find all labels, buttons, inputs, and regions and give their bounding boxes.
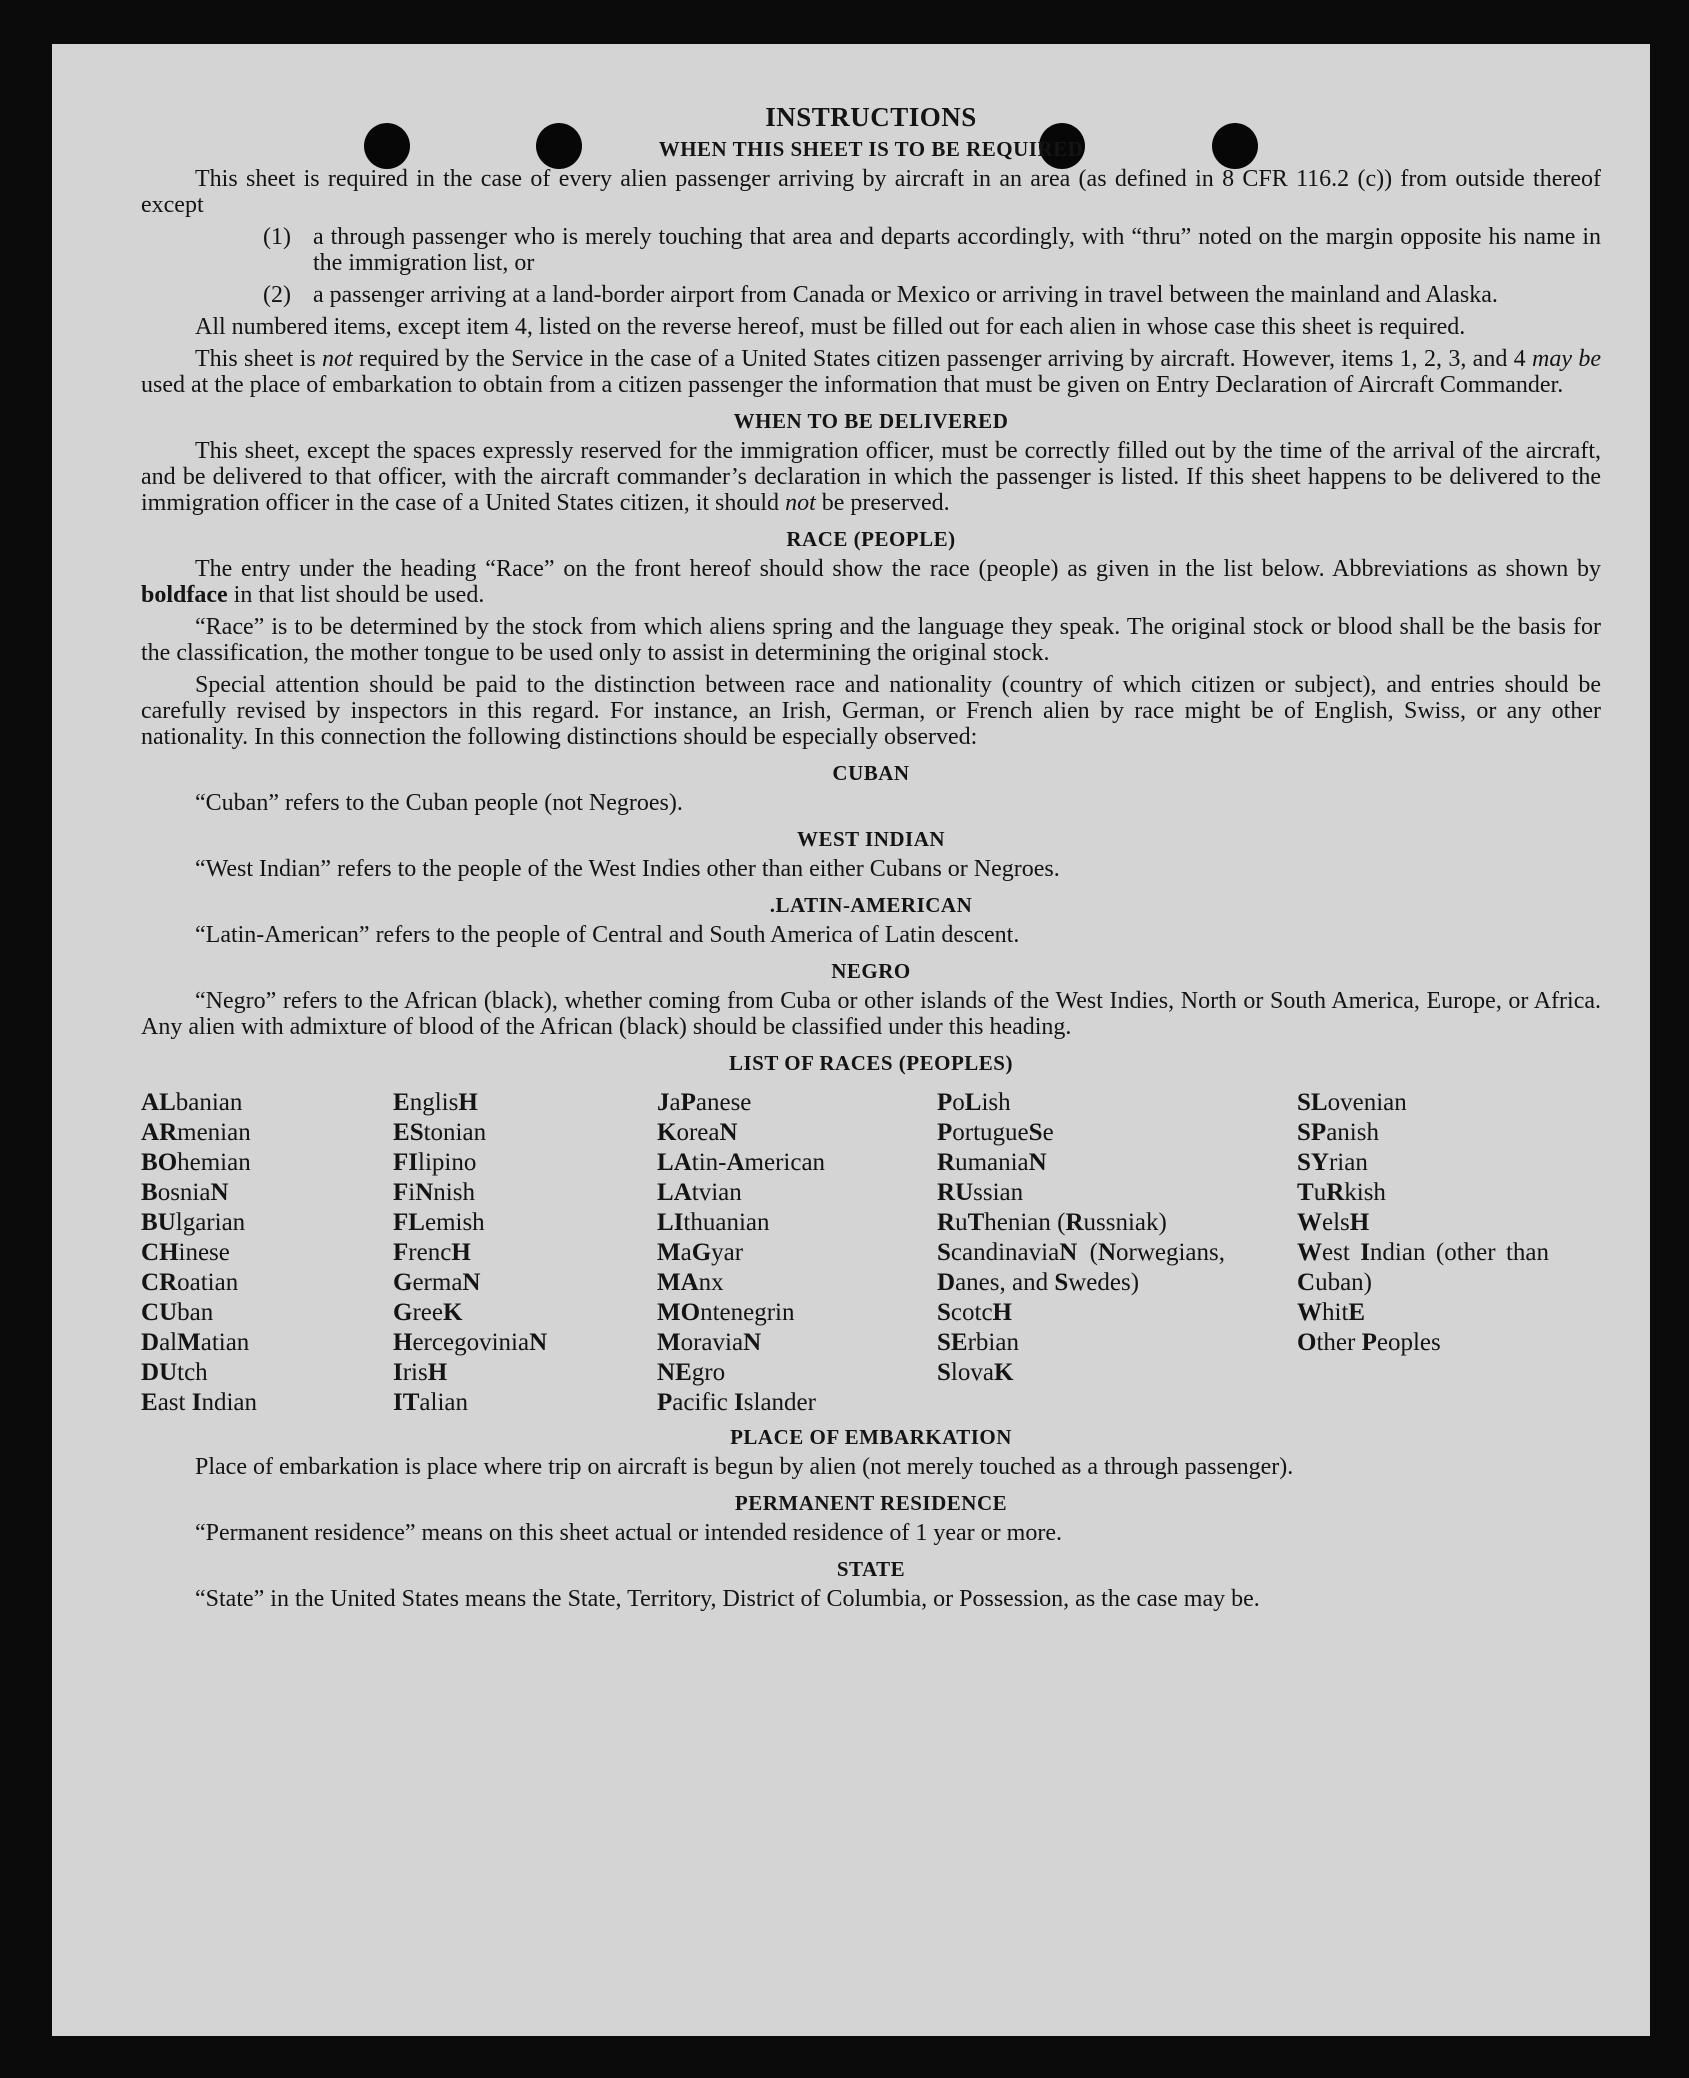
section-heading: CUBAN bbox=[832, 761, 910, 785]
exception-item bbox=[141, 282, 1601, 308]
race-item: SYrian bbox=[1297, 1149, 1368, 1176]
race-item: MAnx bbox=[657, 1269, 724, 1296]
race-item: JaPanese bbox=[657, 1089, 752, 1116]
race-item: RumaniaN bbox=[937, 1149, 1047, 1176]
race-item: CHinese bbox=[141, 1239, 230, 1266]
paragraph: “West Indian” refers to the people of the West Indies other than either Cubans or Negroes. bbox=[195, 856, 1060, 882]
race-item: NEgro bbox=[657, 1359, 726, 1386]
race-item: SlovaK bbox=[937, 1359, 1014, 1386]
race-item: CRoatian bbox=[141, 1269, 239, 1296]
section-heading: PERMANENT RESIDENCE bbox=[734, 1491, 1008, 1515]
race-item: MoraviaN bbox=[657, 1329, 762, 1356]
race-item: TuRkish bbox=[1297, 1179, 1386, 1206]
page-title: INSTRUCTIONS bbox=[765, 102, 977, 132]
race-item: KoreaN bbox=[657, 1119, 738, 1146]
paragraph: “Latin-American” refers to the people of Central and South America of Latin descent. bbox=[195, 922, 1020, 948]
race-item: GreeK bbox=[393, 1299, 463, 1326]
paragraph: “Negro” refers to the African (black), whether coming from Cuba or other islands of the West Indies, North or South America, Europe, or Africa. Any alien with admixture of blood of the African (black) should be classified under this heading. bbox=[141, 988, 1601, 1040]
section-heading: .LATIN-AMERICAN bbox=[769, 893, 973, 917]
race-item: SErbian bbox=[937, 1329, 1019, 1356]
section-heading: NEGRO bbox=[831, 959, 911, 983]
race-item: FiNnish bbox=[393, 1179, 475, 1206]
race-column bbox=[937, 1088, 1297, 1418]
paragraph: “State” in the United States means the State, Territory, District of Columbia, or Possession, as the case may be. bbox=[195, 1586, 1260, 1612]
race-item: IrisH bbox=[393, 1359, 448, 1386]
race-item: WhitE bbox=[1297, 1299, 1366, 1326]
paragraph: The entry under the heading “Race” on the front hereof should show the race (people) as given in the list below. Abbreviations as shown by boldface in that list should be used. bbox=[141, 556, 1601, 608]
race-item: LAtin-American bbox=[657, 1149, 826, 1176]
item-text: a passenger arriving at a land-border airport from Canada or Mexico or arriving in travel between the mainland and Alaska. bbox=[313, 282, 1498, 308]
paragraph: This sheet, except the spaces expressly reserved for the immigration officer, must be correctly filled out by the time of the arrival of the aircraft, and be delivered to that officer, with the aircraft commander’s declaration in which the passenger is listed. If this sheet happens to be delivered to the immigration officer in the case of a United States citizen, it should not be preserved. bbox=[141, 438, 1601, 516]
race-item: PortugueSe bbox=[937, 1119, 1054, 1146]
race-item: LAtvian bbox=[657, 1179, 742, 1206]
document-page bbox=[52, 44, 1650, 2036]
race-item: GermaN bbox=[393, 1269, 481, 1296]
race-item: LIthuanian bbox=[657, 1209, 770, 1236]
race-item: DalMatian bbox=[141, 1329, 250, 1356]
race-item: HercegoviniaN bbox=[393, 1329, 548, 1356]
race-list bbox=[141, 1088, 1601, 1418]
item-number: (2) bbox=[263, 282, 291, 308]
race-item: BosniaN bbox=[141, 1179, 229, 1206]
race-item: RuThenian (Russniak) bbox=[937, 1209, 1167, 1236]
section-heading: WEST INDIAN bbox=[796, 827, 946, 851]
race-item: MaGyar bbox=[657, 1239, 744, 1266]
section-heading: RACE (PEOPLE) bbox=[786, 527, 956, 551]
paragraph: “Race” is to be determined by the stock from which aliens spring and the language they speak. The original stock or blood shall be the basis for the classification, the mother tongue to be used only to assist in determining the original stock. bbox=[141, 614, 1601, 666]
race-item: West Indian (other than Cuban) bbox=[1297, 1239, 1550, 1296]
race-item: BUlgarian bbox=[141, 1209, 246, 1236]
race-item: ALbanian bbox=[141, 1089, 243, 1116]
race-item: MOntenegrin bbox=[657, 1299, 795, 1326]
race-item: RUssian bbox=[937, 1179, 1024, 1206]
race-item: DUtch bbox=[141, 1359, 208, 1386]
race-item: PoLish bbox=[937, 1089, 1011, 1116]
section-heading: WHEN TO BE DELIVERED bbox=[733, 409, 1009, 433]
race-item: FIlipino bbox=[393, 1149, 477, 1176]
instructions-content bbox=[141, 104, 1601, 1618]
exception-item bbox=[141, 224, 1601, 276]
race-item: EStonian bbox=[393, 1119, 487, 1146]
race-item: EnglisH bbox=[393, 1089, 478, 1116]
race-item: ITalian bbox=[393, 1389, 469, 1416]
race-item: East Indian bbox=[141, 1389, 257, 1416]
race-column bbox=[141, 1088, 393, 1418]
race-item: ARmenian bbox=[141, 1119, 251, 1146]
paragraph: Place of embarkation is place where trip on aircraft is begun by alien (not merely touched as a through passenger). bbox=[195, 1454, 1294, 1480]
race-item: ScotcH bbox=[937, 1299, 1012, 1326]
race-item: WelsH bbox=[1297, 1209, 1370, 1236]
paragraph: “Cuban” refers to the Cuban people (not Negroes). bbox=[195, 790, 683, 816]
race-item: FrencH bbox=[393, 1239, 471, 1266]
section-heading: PLACE OF EMBARKATION bbox=[730, 1425, 1012, 1449]
section-heading: WHEN THIS SHEET IS TO BE REQUIRED bbox=[658, 137, 1084, 161]
race-item: FLemish bbox=[393, 1209, 485, 1236]
paragraph: This sheet is required in the case of every alien passenger arriving by aircraft in an area (as defined in 8 CFR 116.2 (c)) from outside thereof except bbox=[141, 166, 1601, 218]
section-heading: LIST OF RACES (PEOPLES) bbox=[729, 1051, 1013, 1075]
section-heading: STATE bbox=[836, 1557, 906, 1581]
race-item: ScandinaviaN (Norwegians, Danes, and Swedes) bbox=[937, 1239, 1225, 1296]
paragraph: This sheet is not required by the Service in the case of a United States citizen passenger arriving by aircraft. However, items 1, 2, 3, and 4 may be used at the place of embarkation to obtain from a citizen passenger the information that must be given on Entry Declaration of Aircraft Commander. bbox=[141, 346, 1601, 398]
race-column bbox=[393, 1088, 657, 1418]
race-item: SLovenian bbox=[1297, 1089, 1407, 1116]
race-item: SPanish bbox=[1297, 1119, 1379, 1146]
paragraph: Special attention should be paid to the distinction between race and nationality (country of which citizen or subject), and entries should be carefully revised by inspectors in this regard. For instance, an Irish, German, or French alien by race might be of English, Swiss, or any other nationality. In this connection the following distinctions should be especially observed: bbox=[141, 672, 1601, 750]
race-column bbox=[1297, 1088, 1549, 1418]
race-item: Pacific Islander bbox=[657, 1389, 816, 1416]
race-item: Other Peoples bbox=[1297, 1329, 1441, 1356]
race-column bbox=[657, 1088, 937, 1418]
paragraph: All numbered items, except item 4, listed on the reverse hereof, must be filled out for each alien in whose case this sheet is required. bbox=[195, 314, 1466, 340]
item-text: a through passenger who is merely touching that area and departs accordingly, with “thru” noted on the margin opposite his name in the immigration list, or bbox=[313, 224, 1601, 276]
item-number: (1) bbox=[263, 224, 291, 250]
race-item: CUban bbox=[141, 1299, 214, 1326]
race-item: BOhemian bbox=[141, 1149, 251, 1176]
paragraph: “Permanent residence” means on this sheet actual or intended residence of 1 year or more. bbox=[195, 1520, 1062, 1546]
